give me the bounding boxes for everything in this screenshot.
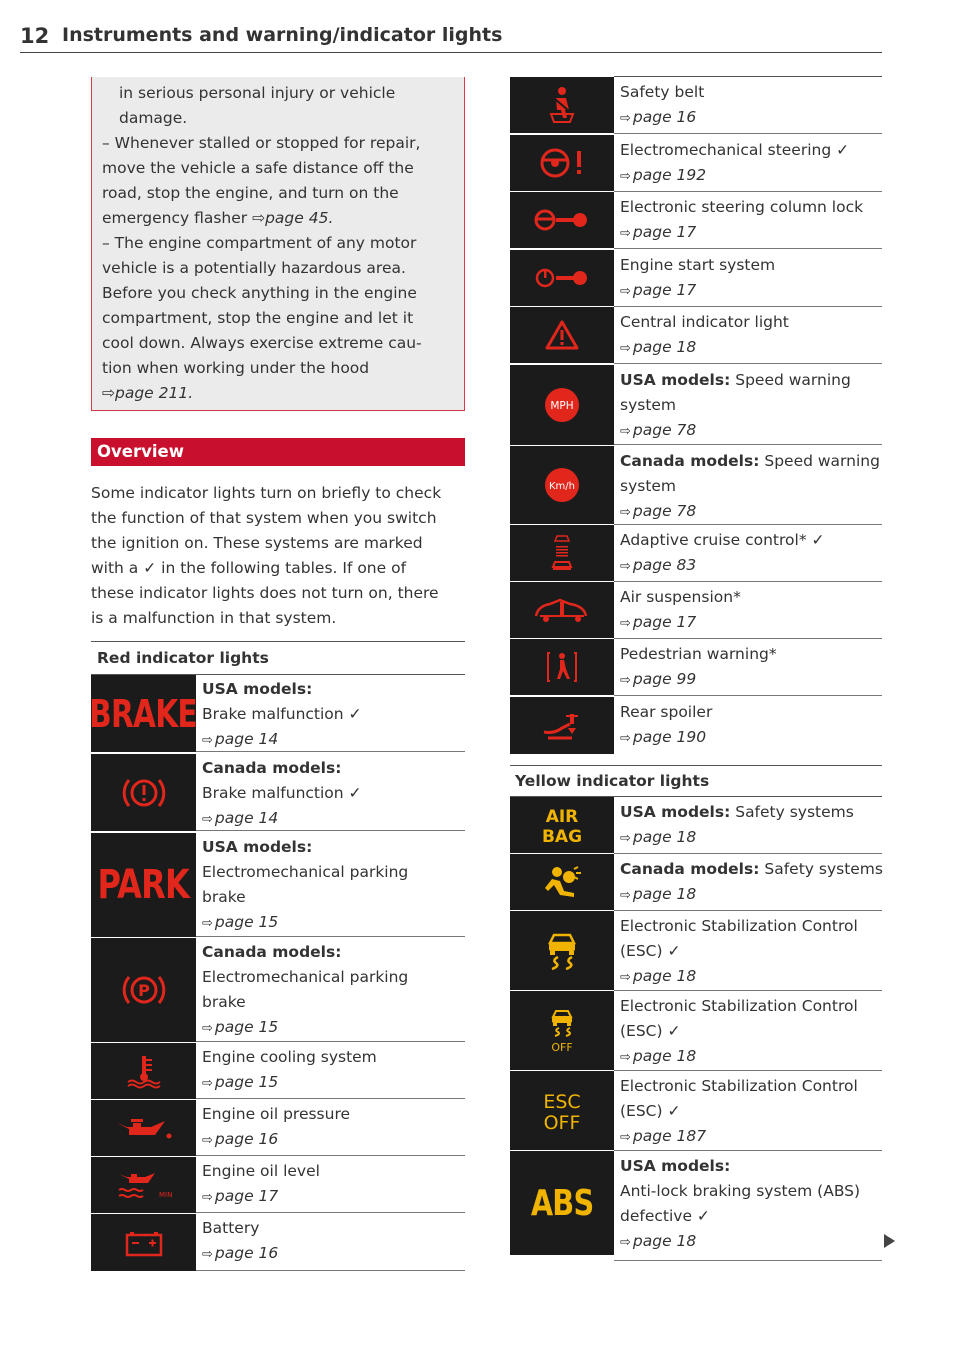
coolant-temperature-icon: [91, 1043, 196, 1099]
pedestrian-warning-icon: [544, 649, 580, 685]
page-number: 12: [20, 24, 50, 48]
kmh-icon-label: Km/h: [548, 481, 576, 492]
page-ref-link[interactable]: ⇨ page 18: [620, 1047, 697, 1065]
row-line: brake: [202, 888, 246, 906]
overview-line: the function of that system when you switch: [91, 509, 437, 527]
row-line: (ESC) ✓: [620, 942, 681, 960]
page-ref-link[interactable]: ⇨ page 17: [620, 223, 697, 241]
airbag-person-icon: [510, 854, 614, 910]
mph-speed-icon: [542, 385, 582, 425]
pedestrian-warning-icon: [510, 639, 614, 695]
row-line: Electronic Stabilization Control: [620, 917, 858, 935]
esc-icon-label: ESC: [543, 1090, 581, 1113]
row-divider: [614, 695, 882, 696]
row-divider: [196, 1270, 465, 1271]
row-line: Electronic Stabilization Control: [620, 1077, 858, 1095]
row-line: Electromechanical parking: [202, 968, 409, 986]
airbag-person-icon: [542, 865, 582, 899]
row-title: USA models:: [202, 680, 313, 698]
row-line: Safety belt: [620, 83, 705, 101]
page-ref-link[interactable]: ⇨ page 18: [620, 338, 697, 356]
row-line: Anti-lock braking system (ABS): [620, 1182, 861, 1200]
off-icon-label: OFF: [543, 1111, 581, 1134]
row-title: USA models: Safety systems: [620, 803, 854, 821]
page-ref-link[interactable]: ⇨ page 18: [620, 828, 697, 846]
row-title: Canada models:: [202, 759, 342, 777]
oil-level-icon: [113, 1168, 175, 1202]
warning-line: [102, 381, 193, 406]
row-line: Engine oil pressure: [202, 1105, 351, 1123]
page-ref-link[interactable]: ⇨ page 18: [620, 1232, 697, 1250]
warning-line: vehicle is a potentially hazardous area.: [102, 259, 406, 277]
overview-line: is a malfunction in that system.: [91, 609, 337, 627]
page-ref-link[interactable]: ⇨ page 14: [202, 809, 279, 827]
rear-spoiler-icon: [540, 710, 584, 742]
airbag-text-icon: [510, 797, 614, 853]
indicator-row: [510, 697, 882, 754]
row-divider: [614, 444, 882, 445]
page-title: Instruments and warning/indicator lights: [62, 24, 503, 46]
page-45-link[interactable]: page 45.: [265, 209, 334, 227]
row-line: Electromechanical steering ✓: [620, 141, 850, 159]
kmh-speed-icon: [542, 465, 582, 505]
seat-belt-icon: [510, 77, 614, 133]
row-line: (ESC) ✓: [620, 1102, 681, 1120]
airbag-icon-air: AIR: [545, 807, 579, 827]
air-suspension-icon: [532, 596, 592, 624]
brake-text-icon: [91, 675, 196, 752]
indicator-row: [91, 675, 465, 752]
battery-icon: [124, 1228, 164, 1258]
page-ref-link[interactable]: ⇨ page 83: [620, 556, 697, 574]
warning-line: compartment, stop the engine and let it: [102, 309, 414, 327]
page-ref-link[interactable]: ⇨ page 17: [620, 613, 697, 631]
row-line: Adaptive cruise control* ✓: [620, 531, 825, 549]
brake-circle-icon: [91, 754, 196, 831]
indicator-row: [91, 833, 465, 937]
warning-box: [91, 77, 465, 411]
indicator-row: [91, 754, 465, 831]
row-title: USA models:: [202, 838, 313, 856]
esc-car-icon: [544, 931, 580, 971]
indicator-row: [91, 1043, 465, 1099]
row-line: Pedestrian warning*: [620, 645, 777, 663]
row-divider: [196, 936, 465, 937]
brake-icon-label: BRAKE: [89, 691, 198, 736]
row-title: USA models: Speed warning: [620, 371, 851, 389]
row-divider: [614, 363, 882, 364]
row-line: Engine cooling system: [202, 1048, 377, 1066]
indicator-row: [510, 446, 882, 524]
esc-off-text-icon: [537, 1088, 587, 1134]
air-suspension-icon: [510, 582, 614, 638]
overview-heading: Overview: [97, 442, 184, 461]
warning-line: [102, 206, 333, 231]
indicator-row: [510, 525, 882, 581]
indicator-row: [510, 797, 882, 853]
row-line: defective ✓: [620, 1207, 710, 1225]
row-line: Rear spoiler: [620, 703, 713, 721]
seat-belt-icon: [547, 86, 577, 124]
row-divider: [196, 1155, 465, 1156]
overview-line: Some indicator lights turn on briefly to check: [91, 484, 442, 502]
indicator-row: [510, 639, 882, 695]
page-ref-link[interactable]: ⇨ page 190: [620, 728, 707, 746]
esc-off-car-icon: [510, 991, 614, 1070]
page-ref-link[interactable]: ⇨ page 18: [620, 885, 697, 903]
indicator-row: [510, 77, 882, 133]
row-line: Electromechanical parking: [202, 863, 409, 881]
indicator-row: [510, 307, 882, 363]
warning-line: road, stop the engine, and turn on the: [102, 184, 399, 202]
brake-circle-icon: [122, 774, 166, 812]
page-ref-link[interactable]: ⇨ page 78: [620, 421, 697, 439]
engine-start-key-icon: [534, 266, 590, 290]
park-text-icon: [91, 833, 196, 937]
page-211-link[interactable]: page 211.: [115, 384, 194, 402]
overview-line: the ignition on. These systems are marked: [91, 534, 423, 552]
page-ref-link[interactable]: ⇨ page 187: [620, 1127, 707, 1145]
rear-spoiler-icon: [510, 697, 614, 754]
page-ref-link[interactable]: ⇨ page 15: [202, 1073, 279, 1091]
row-line: Air suspension*: [620, 588, 741, 606]
overview-line: with a ✓ in the following tables. If one of: [91, 559, 407, 577]
page-ref-link[interactable]: ⇨ page 15: [202, 1018, 279, 1036]
page-ref-link[interactable]: ⇨ page 16: [202, 1244, 279, 1262]
page-ref-link[interactable]: ⇨ page 17: [202, 1187, 279, 1205]
row-divider: [614, 1260, 882, 1261]
warning-line: damage.: [119, 109, 188, 127]
row-title: USA models:: [620, 1157, 731, 1175]
svg-text:MIN: MIN: [158, 1191, 172, 1199]
mph-icon-label: MPH: [550, 400, 574, 412]
row-divider: [196, 1041, 465, 1042]
airbag-text-icon: [542, 803, 582, 847]
warning-line: – The engine compartment of any motor: [102, 234, 417, 252]
oil-can-icon: [115, 1114, 173, 1142]
page-ref-link[interactable]: ⇨ page 192: [620, 166, 707, 184]
row-divider: [196, 1212, 465, 1213]
page-ref-link[interactable]: ⇨ page 15: [202, 913, 279, 931]
indicator-row: [510, 854, 882, 910]
row-line: system: [620, 396, 677, 414]
row-line: Electronic steering column lock: [620, 198, 864, 216]
row-divider: [614, 248, 882, 249]
adaptive-cruise-icon: [510, 525, 614, 581]
row-divider: [196, 751, 465, 752]
row-line: Engine start system: [620, 256, 776, 274]
park-icon-label: PARK: [97, 862, 190, 908]
row-line: system: [620, 477, 677, 495]
warning-line-text: ⇨: [102, 384, 115, 402]
indicator-row: [510, 911, 882, 990]
parking-brake-circle-icon: [91, 938, 196, 1042]
warning-line: in serious personal injury or vehicle: [119, 84, 396, 102]
page-ref-link[interactable]: ⇨ page 16: [202, 1130, 279, 1148]
steering-column-lock-icon: [534, 208, 590, 232]
indicator-row: [91, 938, 465, 1042]
page-ref-link[interactable]: ⇨ page 16: [620, 108, 697, 126]
parking-brake-circle-icon: [122, 971, 166, 1009]
steering-column-lock-icon: [510, 192, 614, 248]
indicator-row: [510, 135, 882, 191]
steering-wheel-warning-icon: [537, 146, 587, 180]
coolant-temperature-icon: [124, 1053, 164, 1089]
indicator-row: [510, 1151, 882, 1255]
next-page-arrow-icon[interactable]: [884, 1234, 895, 1248]
row-title: Canada models: Safety systems: [620, 860, 883, 878]
section-rule: [510, 765, 882, 766]
warning-line: move the vehicle a safe distance off the: [102, 159, 414, 177]
warning-line: Before you check anything in the engine: [102, 284, 417, 302]
row-line: (ESC) ✓: [620, 1022, 681, 1040]
indicator-row: [91, 1100, 465, 1156]
abs-text-icon: [510, 1151, 614, 1255]
row-title: Canada models: Speed warning: [620, 452, 880, 470]
indicator-row: [91, 1214, 465, 1271]
red-section-heading: Red indicator lights: [97, 649, 269, 667]
row-line: Battery: [202, 1219, 260, 1237]
header-rule: [20, 52, 882, 53]
overview-line: these indicator lights does not turn on, there: [91, 584, 439, 602]
indicator-row: [510, 250, 882, 306]
row-divider: [614, 133, 882, 134]
indicator-row: [91, 1157, 465, 1213]
yellow-section-heading: Yellow indicator lights: [515, 772, 710, 790]
row-line: Engine oil level: [202, 1162, 320, 1180]
abs-icon-label: ABS: [530, 1182, 594, 1224]
row-line: Brake malfunction ✓: [202, 705, 362, 723]
battery-icon: [91, 1214, 196, 1271]
warning-line: – Whenever stalled or stopped for repair,: [102, 134, 421, 152]
warning-line: cool down. Always exercise extreme cau-: [102, 334, 422, 352]
page-ref-link[interactable]: ⇨ page 14: [202, 730, 279, 748]
page-ref-link[interactable]: ⇨ page 17: [620, 281, 697, 299]
indicator-row: [510, 582, 882, 638]
indicator-row: [510, 991, 882, 1070]
page-ref-link[interactable]: ⇨ page 78: [620, 502, 697, 520]
central-warning-triangle-icon: [510, 307, 614, 363]
mph-speed-icon: [510, 365, 614, 445]
airbag-icon-bag: BAG: [542, 827, 582, 847]
row-line: Brake malfunction ✓: [202, 784, 362, 802]
steering-wheel-warning-icon: [510, 135, 614, 191]
adaptive-cruise-icon: [550, 534, 574, 572]
warning-line-text: emergency flasher ⇨: [102, 209, 266, 227]
oil-level-icon: [91, 1157, 196, 1213]
row-title: Canada models:: [202, 943, 342, 961]
esc-off-car-icon: [547, 1008, 577, 1054]
indicator-row: [510, 192, 882, 248]
kmh-speed-icon: [510, 446, 614, 524]
row-divider: [196, 830, 465, 831]
page-ref-link[interactable]: ⇨ page 99: [620, 670, 697, 688]
off-icon-label: OFF: [551, 1040, 573, 1054]
section-rule: [91, 641, 465, 642]
page-ref-link[interactable]: ⇨ page 18: [620, 967, 697, 985]
row-divider: [196, 1098, 465, 1099]
warning-line: tion when working under the hood: [102, 359, 370, 377]
indicator-row: [510, 365, 882, 445]
engine-start-key-icon: [510, 250, 614, 306]
esc-car-icon: [510, 911, 614, 990]
row-line: Electronic Stabilization Control: [620, 997, 858, 1015]
central-warning-triangle-icon: [544, 319, 580, 351]
indicator-row: [510, 1071, 882, 1150]
oil-can-icon: [91, 1100, 196, 1156]
row-line: Central indicator light: [620, 313, 789, 331]
row-line: brake: [202, 993, 246, 1011]
svg-text:P: P: [137, 981, 150, 1000]
esc-off-text-icon: [510, 1071, 614, 1150]
